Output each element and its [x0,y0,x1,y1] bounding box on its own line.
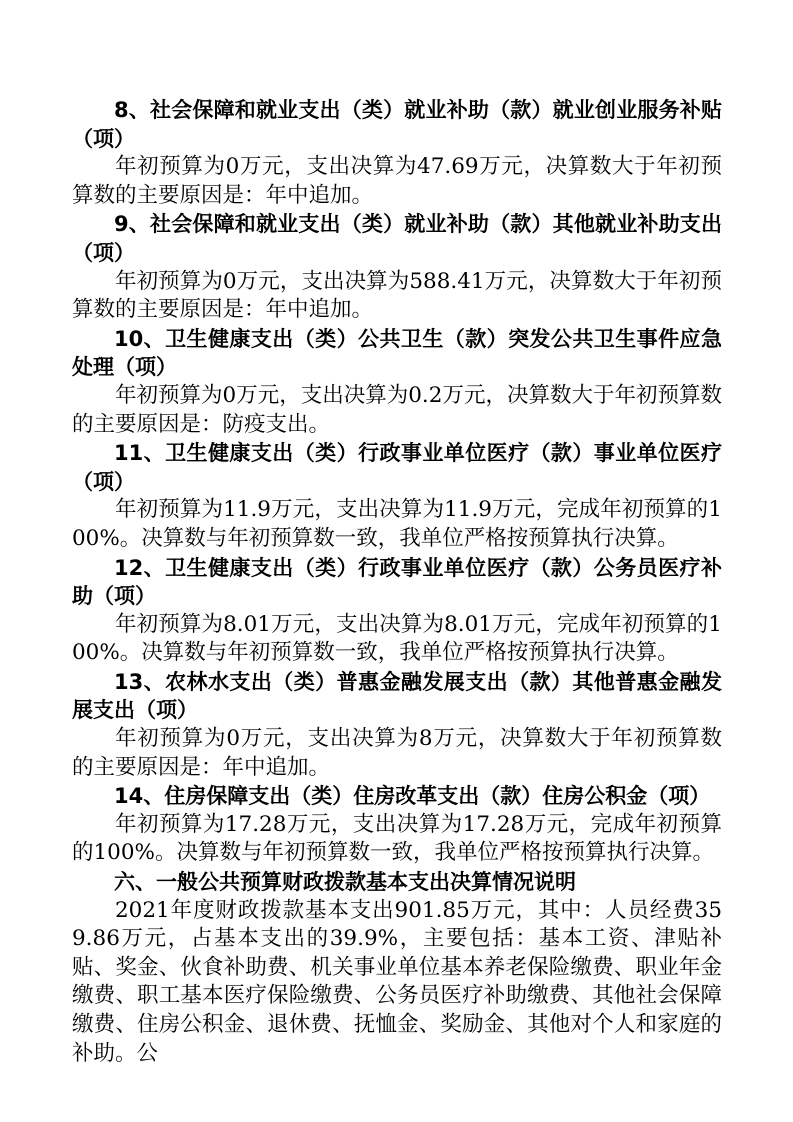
heading-other-employment-subsidy: 9、社会保障和就业支出（类）就业补助（款）其他就业补助支出（项） [72,212,722,265]
body-public-health-emergency: 年初预算为0万元，支出决算为0.2万元，决算数大于年初预算数的主要原因是：防疫支出。 [72,382,722,437]
body-housing-provident-fund: 年初预算为17.28万元，支出决算为17.28万元，完成年初预算的100%。决算数与年初预算数一致，我单位严格按预算执行决算。 [72,811,722,866]
heading-inclusive-finance: 13、农林水支出（类）普惠金融发展支出（款）其他普惠金融发展支出（项） [72,669,722,723]
heading-employment-service-subsidy: 8、社会保障和就业支出（类）就业补助（款）就业创业服务补贴（项） [72,98,722,151]
heading-civil-servant-medical-subsidy: 12、卫生健康支出（类）行政事业单位医疗（款）公务员医疗补助（项） [72,555,722,609]
heading-institution-medical: 11、卫生健康支出（类）行政事业单位医疗（款）事业单位医疗（项） [72,441,722,494]
body-employment-service-subsidy: 年初预算为0万元，支出决算为47.69万元，决算数大于年初预算数的主要原因是：年中追加。 [72,154,722,208]
body-other-employment-subsidy: 年初预算为0万元，支出决算为588.41万元，决算数大于年初预算数的主要原因是：年中追加。 [72,268,722,323]
heading-public-health-emergency: 10、卫生健康支出（类）公共卫生（款）突发公共卫生事件应急处理（项） [72,326,722,380]
body-inclusive-finance: 年初预算为0万元，支出决算为8万元，决算数大于年初预算数的主要原因是：年中追加。 [72,726,722,780]
heading-housing-provident-fund: 14、住房保障支出（类）住房改革支出（款）住房公积金（项） [114,784,711,809]
document-page [72,96,722,1068]
heading-section-six: 六、一般公共预算财政拨款基本支出决算情况说明 [114,870,576,895]
body-basic-expenditure: 2021年度财政拨款基本支出901.85万元，其中：人员经费359.86万元，占基本支出的39.9%，主要包括：基本工资、津贴补贴、奖金、伙食补助费、机关事业单位基本养老保险缴费、职业年金缴费、职工基本医疗保险缴费、公务员医疗补助缴费、其他社会保障缴费、住房公积金、退休费、抚恤金、奖励金、其他对个人和家庭的补助。公 [72,897,722,1066]
body-civil-servant-medical-subsidy: 年初预算为8.01万元，支出决算为8.01万元，完成年初预算的100%。决算数与年初预算数一致，我单位严格按预算执行决算。 [72,611,722,666]
body-institution-medical: 年初预算为11.9万元，支出决算为11.9万元，完成年初预算的100%。决算数与年初预算数一致，我单位严格按预算执行决算。 [72,497,722,551]
